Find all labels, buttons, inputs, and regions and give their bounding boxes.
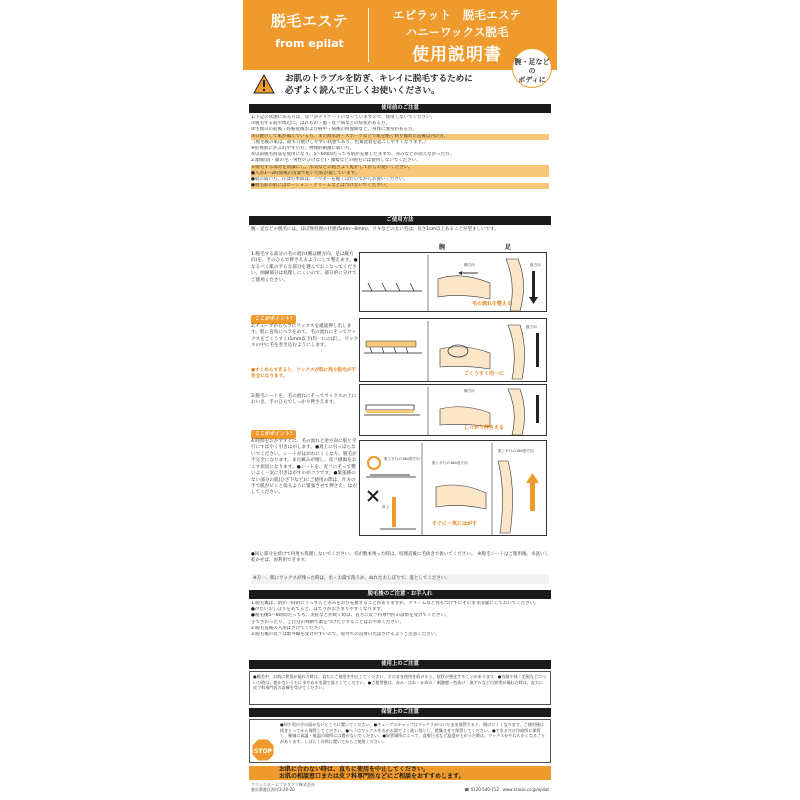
product-line1: エピラット 脱毛エステ: [392, 8, 522, 22]
brand-logo: [251, 8, 369, 62]
before-use-text: [251, 115, 549, 189]
step-4-text: 4.時間をおかずすぐに、毛の流れと逆方向に肌と平行にすばやく引きはがします。●真上に引っぱらないでください。シートがはがれにくくなり、脱毛が不完全になります。また痛みが増し、皮フ損傷をおこす原因になります。●シートを、皮フにそって勢いよく一気に引きはがすのがコツです。●緊張感のない部分の肌(ひざ下など)にご使用の際は、片方の手で肌がピンと張るように緊張させて押さえ、はがしてください。: [251, 439, 357, 496]
phone-icon: ☎: [464, 787, 470, 792]
storage-caution-text: ●幼少児の手の届かないところに置いてください。●チューブのキャップはワックスがついたまま保管すると、開けにくくなります。ご使用後は拭きとってから保管してください。●ヘラはワックスを水かお湯でよく洗い落とし、乾燥させて保管してください。●できるだけ冷暗所に保管し、極端に高温・低温の場所には置かないでください。●保管場所によって、直射日光など温度が上がった時は、ワックスがやわらかくなることがあります。しばらく冷所に置いてからご使用ください。: [249, 719, 551, 763]
before-line: （脱毛後の肌は、最も日焼けしやすい状態であり、色素沈着を起こしやすくなります。）: [251, 139, 429, 145]
label-horizontal-3: 横方向: [464, 389, 475, 393]
after-line: ●脱毛後5〜6時間たっても、炎症などが続く時は、直ちに皮フ科専門医の診察を受けてください。: [251, 613, 450, 619]
column-arm: 腕: [439, 244, 446, 251]
before-line: ③日焼けして肌が傷んでいる方。また海水浴・スポーツなどで肌を酷く刺り傷めた直後以内の方。: [251, 134, 549, 140]
label-vertical-ng: 真上: [382, 505, 390, 509]
sheet-press-diagram: [360, 385, 547, 436]
before-line: ⑤以前脱毛商品を使用になり、5〜6時間たっても肌が充血したままで、赤みなどが消えなかった方。: [251, 152, 455, 158]
point-tag-2: [251, 315, 296, 324]
label-parallel-ok: 肌と平行の180度方向: [384, 457, 420, 461]
label-parallel-arm: 肌と平行の180度方向: [432, 461, 468, 465]
manual-title: 使用説明書: [412, 45, 502, 66]
method-intro: 腕・足などの脱毛には、ほぼ無処理の状態(5mm〜8mm)、ワキなどの太い毛は、長さ1cm以上あることが望ましいです。: [251, 227, 499, 232]
point-label-4: ここがポイント!: [251, 430, 296, 439]
before-line: ④肝斑肌にかぶれやすい方、物理的刺激に弱い方。: [251, 146, 355, 152]
intro-line2: 必ずよく読んで正しくお使いください。: [285, 85, 440, 96]
product-line2: ハニーワックス脱毛: [405, 25, 509, 40]
before-line: ●脱毛前の肌にはローション・クリームなどはつけないでください。: [251, 183, 549, 189]
svg-text:STOP: STOP: [254, 748, 272, 755]
after-line: 1.脱毛後は、肌が一時的にうっすらと赤みをおび充血することがありますが、クリームなど何もつけずにそのまま清潔にしておいてください。: [251, 601, 539, 606]
step-2-illustration: [359, 318, 547, 382]
section-usage-bar: 使用上のご注意: [249, 660, 551, 669]
point-tag-4: [251, 430, 296, 439]
after-line: 2.脱毛直後の入浴はさけてください。: [251, 625, 328, 631]
label-horizontal: 横方向: [464, 263, 475, 267]
section-after-bar: 脱毛後のご注意・お手入れ: [249, 590, 551, 599]
before-line: ●入浴1〜2時間後の清潔で乾いた肌が適しています。: [251, 171, 549, 177]
footer: [251, 782, 549, 793]
before-line: 1.下記の状態にある方は、皮フがデリケートになっていますので、使用しないでください。: [251, 115, 436, 120]
section-before-bar: 使用前のご注意: [249, 104, 551, 113]
section-method-bar: ご使用方法: [249, 216, 551, 225]
step-1-text: 1.脱毛する部分の毛の流れ(腕は横方向、足は縦方向)を、手のひらで押さえるようにして整えます。●なるべく肌の平らな部分を選んでおこなってください。曲線部分は処理しにくいので、部分的に分けてご使用ください。: [251, 252, 358, 283]
step-4-illustration: [359, 440, 547, 536]
brand-from: from epilat: [275, 36, 344, 50]
header-banner: [243, 0, 557, 70]
before-line: 3.脱毛する部分を清潔にし、水気などの粘きよく乾かしてからお使いください。: [251, 165, 549, 171]
point-label: ここがポイント!: [251, 315, 296, 324]
brand-jp: 脱毛エステ: [270, 12, 349, 30]
manual-sheet: [243, 0, 557, 800]
before-line: 2.顔面(眉・顔の毛・男性のひげなど)・頭髪などの脱毛には使用しないでください。: [251, 158, 421, 164]
badge-line1: 腕・足などの: [514, 58, 550, 76]
step-3-illustration: [359, 384, 547, 436]
bottom-warning-line2: お肌の相談窓口または皮フ科専門医などにご相談をおすすめします。: [279, 772, 465, 780]
step-2-caption: ごくうすく均一に: [464, 371, 505, 377]
company-address: 東京都港区海岸3-20-20: [251, 787, 295, 793]
after-care-text: [251, 601, 549, 638]
label-parallel-leg: 肌と平行の180度方向: [498, 449, 534, 453]
stop-icon: [251, 738, 275, 762]
wax-spread-diagram: [360, 319, 547, 382]
after-line: 3.脱毛後の皮フは紫外線を受けやすいので、屋外での直射日光はさけるようご注意ください。: [251, 632, 440, 638]
step-2-note: ●すくめらすぎると、ワックスが肌に残り脱毛が不完全になります。: [251, 368, 356, 380]
column-leg: 足: [505, 244, 512, 251]
step-1-caption: 毛の流れを整える: [472, 301, 513, 307]
label-vertical-2: 縦方向: [526, 325, 537, 329]
usage-caution-text: ●脱毛中、お肌に異常が現れた時は、直ちにご使用を中止してください。そのまま使用を続けると、症状が悪化することがあります。●衣服や体・毛髪などについた時は、乾かないうちに水やぬるま湯で落としてください。●ご使用後は、赤み・はれ・かゆみ・刺激感・色抜け・黒ずみなどの異常が現れた時は、直ちに皮フ科専門医の診療を受けてください。: [249, 671, 551, 705]
label-vertical: 縦方向: [530, 263, 541, 267]
step-4-caption: すぐに一気にはがす: [432, 521, 478, 527]
hair-skin-diagram: [360, 253, 547, 312]
step-3-caption: しっかり押さえる: [464, 425, 505, 431]
contact-info: [464, 787, 549, 792]
section-storage-bar: 保管上のご注意: [249, 708, 551, 717]
after-line: ●冷たいおしぼりをあてると、ほてりがおさまりやすくなります。: [251, 607, 386, 613]
badge-line2: ボディに: [518, 76, 546, 85]
before-line: ②生理日の前後・妊娠産後および病中・病後の回復期など、身体に異常がある方。: [251, 127, 418, 133]
step-end-text: ●同じ部分を続けて何度も処理しないでください。毛が数本残った時は、処理直後に毛抜きで抜いてください。 ※脱毛シートはご使用後、水洗いし乾かせば、再利用できます。: [251, 552, 549, 564]
bottom-warning-line1: お肌に合わない時は、直ちに使用を中止してください。: [279, 766, 430, 773]
warning-icon: [253, 74, 275, 94]
intro-line1: お肌のトラブルを防ぎ、キレイに脱毛するために: [285, 74, 473, 84]
intro-warning: [243, 70, 557, 104]
before-line: ①脱毛する肌や周辺に、はれもの・傷・皮フ病などの症状がある方。: [251, 121, 391, 127]
bottom-warning: [249, 766, 551, 780]
before-line: ●肌の弱い方、汗ばむ季節は、パウダーを軽くはたいてからお使いください。: [251, 177, 408, 183]
step-1-illustration: [359, 252, 547, 312]
after-line: 手でさわったり、ご自分の判断で薬をつけたりすることはおやめください。: [251, 619, 404, 625]
phone-number: 0120-540-712: [470, 787, 499, 792]
step-3-text: 3.脱毛シートを、毛の流れにそってワックスの上においき、手のひらでしっかり押さえます。: [251, 394, 357, 406]
website-url: www.kracie.co.jp/epilat: [502, 787, 549, 792]
company-name: クラシエホームプロダクツ株式会社: [251, 782, 315, 787]
wax-residue-note: ※万一、肌にワックスが残った時は、水・お湯で洗うか、ぬれたおしぼりで、落としてください。: [251, 574, 549, 584]
step-2-text: 2.チューブからヘラにワックスを適量押し出します。肌に直角にヘラをあて、毛の流れにそってワックスをごくうすく(1mm以下)均一にのばし、ワックスの中に毛を巻き込むようにします。: [251, 324, 359, 349]
